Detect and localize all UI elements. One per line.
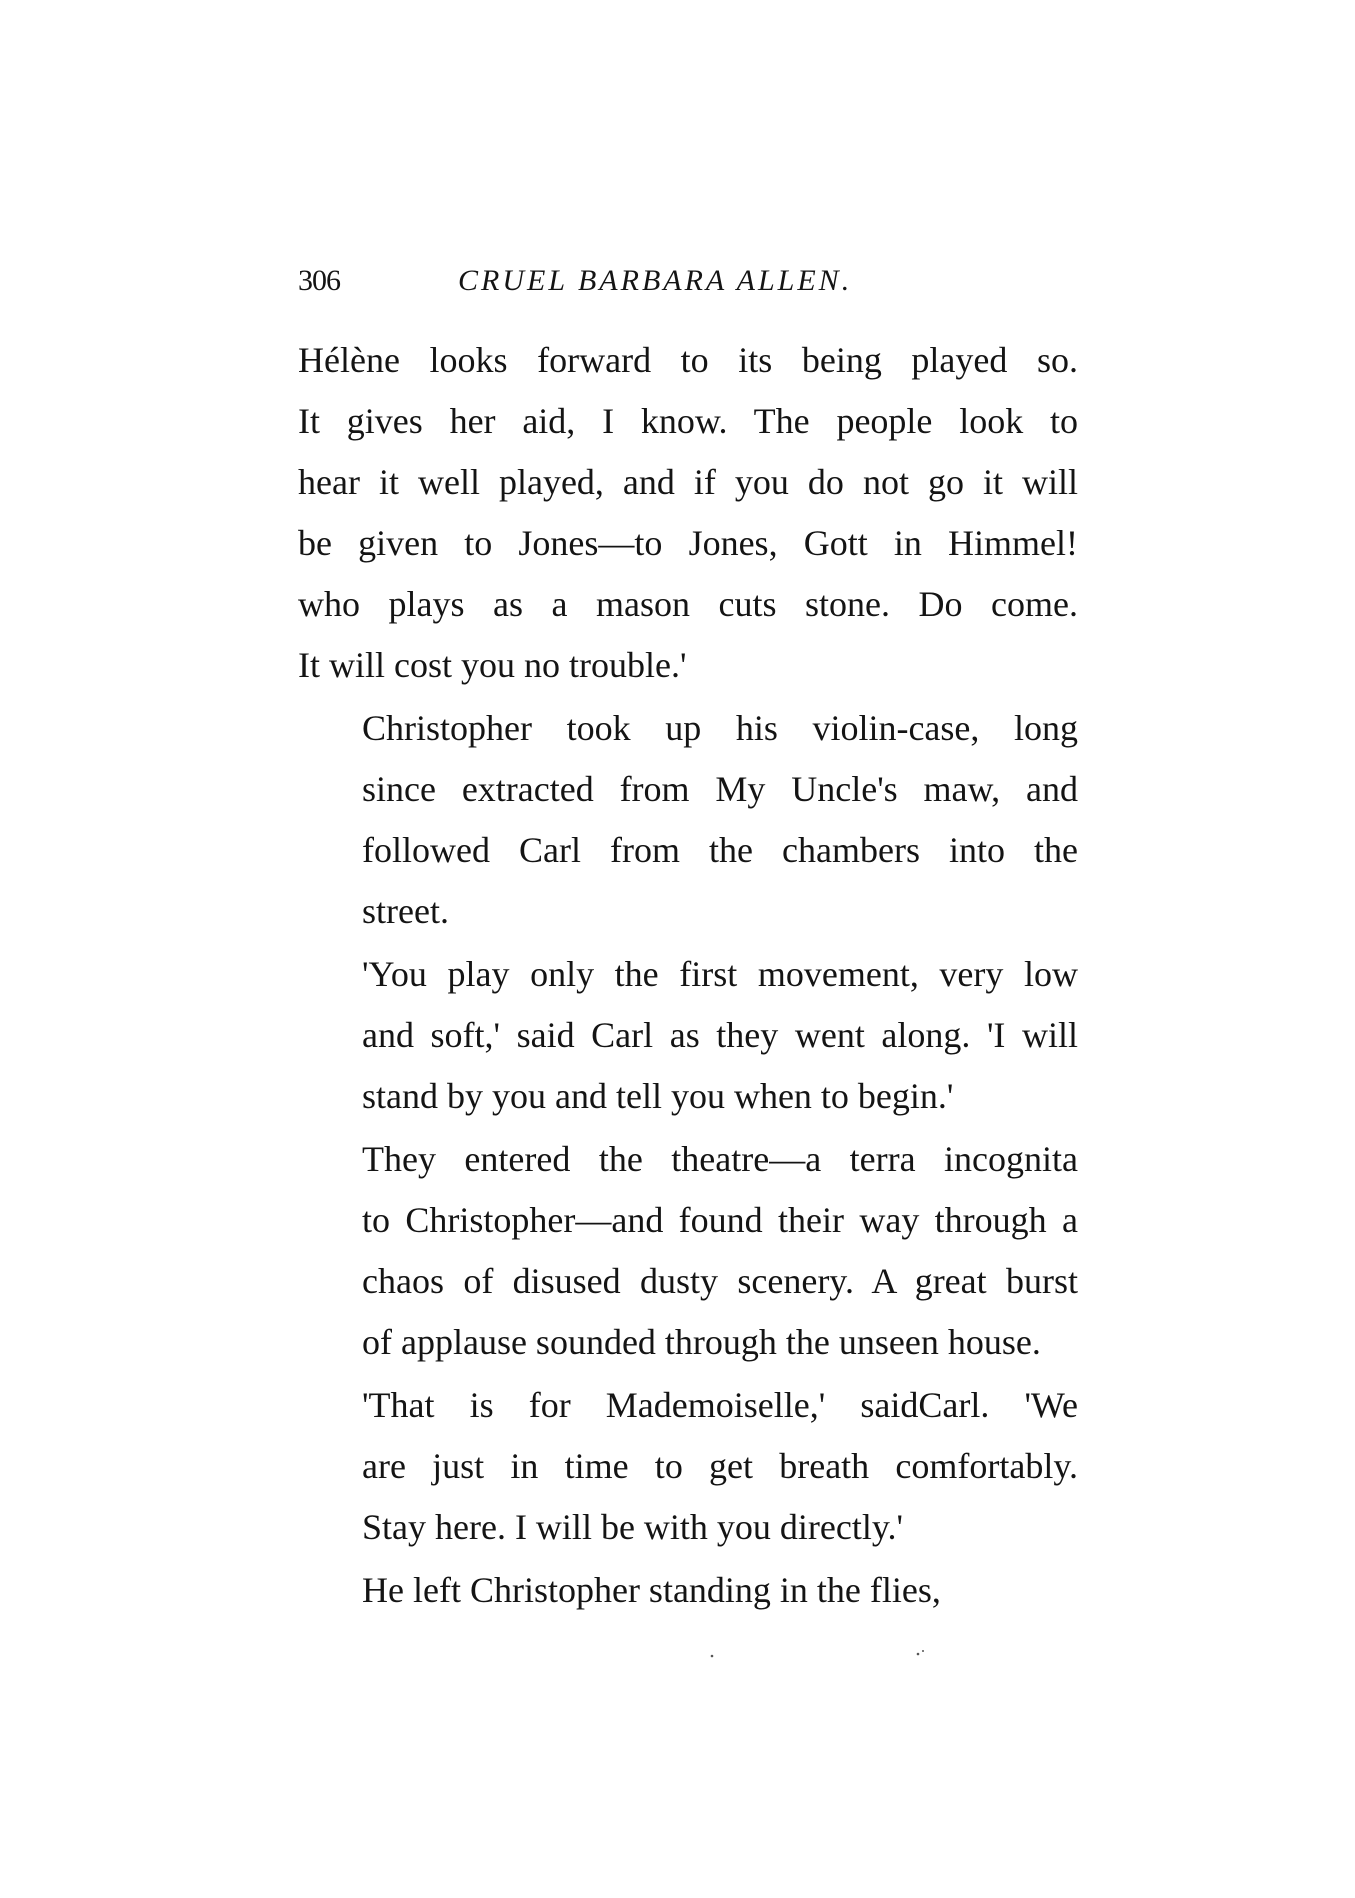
- page-number: 306: [298, 264, 340, 297]
- speck: [711, 1655, 714, 1658]
- text-line: and soft,' said Carl as they went along. 'I will: [362, 1015, 1078, 1055]
- running-head: CRUEL BARBARA ALLEN.: [458, 264, 853, 297]
- text-line: who plays as a mason cuts stone. Do come.: [298, 584, 1078, 624]
- text-line: Stay here. I will be with you directly.': [362, 1507, 904, 1547]
- text-line: It will cost you no trouble.': [298, 645, 687, 685]
- text-line: 'You play only the first movement, very low: [362, 954, 1078, 994]
- speck: [917, 1653, 920, 1656]
- text-line: chaos of disused dusty scenery. A great burst: [362, 1261, 1078, 1301]
- text-line: street.: [362, 891, 449, 931]
- text-line: are just in time to get breath comfortably.: [362, 1446, 1078, 1486]
- text-line: Christopher took up his violin-case, long: [362, 708, 1078, 748]
- text-line: They entered the theatre—a terra incognita: [362, 1139, 1078, 1179]
- text-line: be given to Jones—to Jones, Gott in Himmel!: [298, 523, 1078, 563]
- text-line: since extracted from My Uncle's maw, and: [362, 769, 1078, 809]
- text-line: followed Carl from the chambers into the: [362, 830, 1078, 870]
- text-line: hear it well played, and if you do not go it will: [298, 462, 1078, 502]
- text-line: of applause sounded through the unseen house.: [362, 1322, 1041, 1362]
- text-line: to Christopher—and found their way through a: [362, 1200, 1078, 1240]
- text-line: 'That is for Mademoiselle,' saidCarl. 'We: [362, 1385, 1078, 1425]
- text-line: He left Christopher standing in the flies,: [362, 1570, 941, 1610]
- speck: [922, 1650, 924, 1652]
- text-line: stand by you and tell you when to begin.': [362, 1076, 954, 1116]
- text-line: Hélène looks forward to its being played so.: [298, 340, 1078, 380]
- text-line: It gives her aid, I know. The people look to: [298, 401, 1078, 441]
